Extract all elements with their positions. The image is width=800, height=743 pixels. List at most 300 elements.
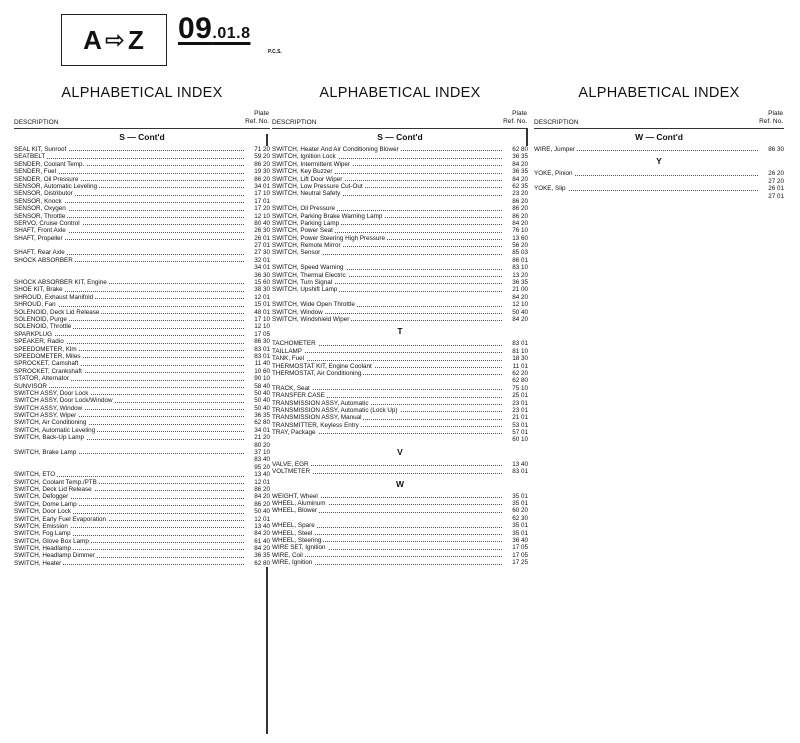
plate-ref-number: 27 30: [254, 249, 270, 257]
index-entry: [14, 383, 270, 390]
index-entry: [272, 468, 528, 475]
index-entry: [14, 412, 270, 419]
section-heading: Y: [656, 156, 662, 167]
plate-ref-number: 62 80: [254, 419, 270, 427]
dot-leader: [272, 352, 502, 353]
entry-description: TRANSMISSION ASSY, Automatic (Lock Up): [272, 406, 398, 414]
plate-ref-number: 12 10: [254, 212, 270, 220]
index-entry: [14, 286, 270, 293]
entry-description: SWITCH, Heater And Air Conditioning Blower: [272, 146, 399, 153]
index-entry: [534, 170, 784, 177]
entry-description: SWITCH, Remote Mirror: [272, 242, 341, 250]
index-entry: [272, 205, 528, 212]
index-entry: [14, 213, 270, 220]
index-entry: [14, 294, 270, 301]
entry-description: SENSOR, Oxygen: [14, 205, 66, 213]
entry-description: SOLENOID, Throttle: [14, 323, 72, 331]
index-entry: [272, 436, 528, 443]
index-entry: [272, 493, 528, 500]
plate-ref-number: 62 80: [512, 146, 528, 153]
plate-ref-number: 12 01: [254, 515, 270, 523]
entry-description: THERMOSTAT KIT, Engine Coolant: [272, 362, 372, 370]
index-entry: [534, 185, 784, 192]
entry-description: SHAFT, Propeller: [14, 234, 63, 242]
plate-ref-number: 83 40: [254, 456, 270, 464]
plate-ref-number: 85 03: [512, 249, 528, 257]
index-entry: [14, 176, 270, 183]
index-entry: [14, 338, 270, 345]
entry-description: SWITCH, Speed Warning: [272, 264, 344, 272]
plate-ref-number: 60 20: [512, 507, 528, 515]
plate-ref-number: 13 40: [254, 471, 270, 479]
entry-description: SWITCH, Lift Door Wiper: [272, 175, 343, 183]
index-entry: [14, 272, 270, 279]
plate-ref-number: 34 01: [254, 426, 270, 434]
index-entry: [14, 146, 270, 153]
plate-ref-number: 84 20: [254, 545, 270, 553]
entry-description: SWITCH ASSY, Door Lock/Window: [14, 397, 113, 405]
entry-description: SWITCH, Power Steering High Pressure: [272, 234, 386, 242]
entry-description: SHAFT, Rear Axle: [14, 249, 65, 257]
index-entry: [272, 530, 528, 537]
plate-ref-number: 27 01: [254, 242, 270, 250]
index-entry: [14, 552, 270, 559]
plate-ref-number: 86 20: [512, 205, 528, 213]
plate-ref-number: 86 30: [768, 146, 784, 153]
entry-description: WHEEL, Blower: [272, 507, 318, 515]
index-column-2: [272, 84, 528, 567]
plate-ref-number: 50 40: [512, 308, 528, 316]
index-entry: [14, 353, 270, 360]
index-entry: [14, 360, 270, 367]
plate-ref-number: 18 30: [512, 355, 528, 363]
entry-description: TANK, Fuel: [272, 355, 305, 363]
plate-ref-number: 13 40: [512, 460, 528, 468]
index-entry: [14, 198, 270, 205]
index-entry: [272, 522, 528, 529]
plate-ref-number: 84 20: [512, 293, 528, 301]
plate-ref-number: 84 20: [254, 530, 270, 538]
column-title: ALPHABETICAL INDEX: [61, 85, 223, 101]
index-entry: [272, 340, 528, 347]
description-label: DESCRIPTION: [534, 119, 579, 126]
entry-description: SWITCH, Fog Lamp: [14, 530, 71, 538]
plate-ref-number: 50 40: [254, 389, 270, 397]
page-header: [0, 0, 800, 90]
section-heading: T: [397, 326, 403, 337]
index-entry: [14, 419, 270, 426]
entry-description: SWITCH, Key Buzzer: [272, 168, 333, 176]
plate-ref-number: 17 25: [512, 559, 528, 567]
plate-ref-number: 27 01: [768, 192, 784, 200]
entry-description: SWITCH, Early Fuel Evaporation: [14, 515, 107, 523]
index-entry: [14, 464, 270, 471]
index-entry: [14, 153, 270, 160]
entry-description: SOLENOID, Deck Lid Release: [14, 308, 100, 316]
plate-ref-number: 36 40: [512, 536, 528, 544]
entry-description: SENDER, Fuel: [14, 168, 56, 176]
entry-description: SWITCH, Dome Lamp: [14, 500, 77, 508]
index-entry: [272, 392, 528, 399]
entry-description: TRANSMISSION ASSY, Manual: [272, 414, 362, 422]
plate-ref-number: 26 20: [768, 170, 784, 178]
page-code-main: 09: [178, 12, 213, 45]
index-entry: [534, 146, 784, 153]
entry-description: SWITCH, Parking Brake Warning Lamp: [272, 212, 383, 220]
plate-ref-number: 13 40: [254, 522, 270, 530]
column-title: ALPHABETICAL INDEX: [578, 85, 740, 101]
entry-description: TRANSFER CASE: [272, 392, 325, 400]
index-entry: [14, 449, 270, 456]
plate-ref-number: 11 01: [512, 362, 528, 370]
plate-ref-number: 23 20: [512, 190, 528, 198]
plate-ref-number: 12 10: [254, 323, 270, 331]
plate-ref-number: 83 01: [512, 468, 528, 476]
plate-ref-number: 50 40: [254, 508, 270, 516]
index-entry: [272, 279, 528, 286]
page-code-sub: P.C.S.: [268, 49, 282, 55]
plate-ref-number: 80 40: [254, 219, 270, 227]
entry-description: SWITCH, Automatic Leveling: [14, 426, 96, 434]
plate-ref-number: 83 01: [512, 340, 528, 348]
column-title: ALPHABETICAL INDEX: [319, 85, 481, 101]
entry-description: SENSOR, Distributor: [14, 190, 73, 198]
plate-ref-number: 62 80: [512, 377, 528, 385]
plate-ref-label: [503, 110, 527, 126]
entry-description: SWITCH, Door Lock: [14, 508, 72, 516]
index-entry: [14, 405, 270, 412]
index-entry: [272, 213, 528, 220]
index-entry: [272, 552, 528, 559]
plate-ref-number: 23 01: [512, 399, 528, 407]
index-entry: [272, 220, 528, 227]
entry-description: SOLENOID, Purge: [14, 315, 67, 323]
index-entry: [272, 370, 528, 377]
plate-label: Plate: [768, 110, 783, 117]
plate-ref-number: 75 10: [512, 384, 528, 392]
entry-description: TRANSMISSION ASSY, Automatic: [272, 399, 369, 407]
entry-description: SWITCH, Upshift Lamp: [272, 286, 338, 294]
plate-ref-number: 84 20: [254, 493, 270, 501]
plate-ref-number: 83 10: [512, 264, 528, 272]
plate-ref-number: 83 01: [254, 345, 270, 353]
entry-description: YOKE, Pinion: [534, 170, 573, 178]
plate-ref-number: 32 01: [254, 256, 270, 264]
entry-description: SHOCK ABSORBER KIT, Engine: [14, 279, 107, 287]
plate-ref-number: 36 35: [512, 168, 528, 176]
description-label: DESCRIPTION: [14, 119, 59, 126]
entry-description: SWITCH, Thermal Electric: [272, 271, 346, 279]
index-entry: [14, 560, 270, 567]
plate-ref-number: 26 01: [254, 234, 270, 242]
index-entry: [272, 429, 528, 436]
plate-ref-number: 37 10: [254, 449, 270, 457]
entry-description: WIRE, Coil: [272, 551, 303, 559]
entry-description: WEIGHT, Wheel: [272, 492, 318, 500]
index-entry: [14, 220, 270, 227]
entry-description: SENDER, Coolant Temp.: [14, 160, 85, 168]
index-entry: [272, 161, 528, 168]
ref-no-label: Ref. No.: [245, 118, 269, 125]
plate-ref-number: 90 10: [254, 375, 270, 383]
index-entry: [14, 257, 270, 264]
column-header: [534, 102, 784, 129]
plate-ref-number: 62 35: [512, 182, 528, 190]
plate-ref-number: 62 80: [254, 559, 270, 567]
entry-description: SENSOR, Throttle: [14, 212, 66, 220]
entry-description: SWITCH, Power Seat: [272, 227, 333, 235]
index-entry: [272, 507, 528, 514]
index-entry: [272, 348, 528, 355]
index-entry: [272, 168, 528, 175]
plate-ref-number: 13 20: [512, 271, 528, 279]
plate-ref-number: 36 35: [254, 552, 270, 560]
entry-description: SWITCH, Window: [272, 308, 323, 316]
entry-description: SWITCH, Oil Pressure: [272, 205, 335, 213]
entry-description: WIRE, Jumper: [534, 146, 575, 153]
index-entry: [272, 385, 528, 392]
plate-ref-number: 35 01: [512, 492, 528, 500]
plate-ref-number: 21 20: [254, 434, 270, 442]
plate-ref-number: 35 01: [512, 500, 528, 508]
entry-description: SWITCH, Deck Lid Release: [14, 485, 92, 493]
plate-ref-label: [759, 110, 783, 126]
a-to-z-logo: [61, 14, 167, 66]
column-header: [14, 102, 270, 129]
index-entry: [272, 272, 528, 279]
entry-description: SPARKPLUG: [14, 330, 53, 338]
entry-description: SWITCH, Emission: [14, 522, 68, 530]
section-heading: S — Cont'd: [119, 132, 165, 142]
entry-description: SWITCH, Headlamp Dimmer: [14, 552, 95, 560]
entry-description: SERVO, Cruise Control: [14, 219, 80, 227]
page-code: [178, 12, 250, 46]
plate-ref-number: 26 01: [768, 185, 784, 193]
plate-ref-number: 86 01: [512, 256, 528, 264]
index-entry: [534, 178, 784, 185]
plate-ref-number: 15 60: [254, 279, 270, 287]
plate-ref-number: 21 01: [512, 414, 528, 422]
index-entry: [14, 316, 270, 323]
entry-description: SPEEDOMETER, Miles: [14, 352, 81, 360]
index-entry: [272, 414, 528, 421]
entry-description: STATOR, Alternator: [14, 375, 69, 383]
plate-ref-number: 36 30: [254, 271, 270, 279]
index-entry: [14, 456, 270, 463]
plate-ref-number: 59 20: [254, 153, 270, 161]
index-entry: [14, 501, 270, 508]
entry-description: SENSOR, Knock: [14, 197, 62, 205]
plate-ref-number: 56 20: [512, 242, 528, 250]
index-entry: [14, 205, 270, 212]
index-entry: [272, 355, 528, 362]
index-entry: [272, 422, 528, 429]
plate-ref-number: 36 35: [512, 279, 528, 287]
entry-description: SPEEDOMETER, Klm: [14, 345, 77, 353]
section-heading: W — Cont'd: [635, 132, 683, 142]
index-entry: [14, 368, 270, 375]
plate-ref-number: 17 10: [254, 190, 270, 198]
entry-description: SWITCH ASSY, Door Lock: [14, 389, 89, 397]
index-entry: [14, 249, 270, 256]
index-entry: [14, 183, 270, 190]
entry-description: SWITCH, ETO: [14, 471, 56, 479]
entry-description: SPROCKET, Camshaft: [14, 360, 79, 368]
entry-description: WHEEL, Aluminum: [272, 500, 326, 508]
index-entry: [14, 242, 270, 249]
entry-description: TAILLAMP: [272, 347, 302, 355]
plate-ref-number: 35 01: [512, 529, 528, 537]
section-heading: S — Cont'd: [377, 132, 423, 142]
plate-ref-number: 84 20: [512, 219, 528, 227]
entry-description: SWITCH, Turn Signal: [272, 279, 333, 287]
plate-ref-number: 12 10: [512, 301, 528, 309]
index-entry: [14, 235, 270, 242]
index-entry: [272, 176, 528, 183]
dot-leader: [272, 360, 502, 361]
index-entry: [272, 294, 528, 301]
entry-description: SWITCH, Brake Lamp: [14, 449, 77, 457]
plate-ref-number: 13 60: [512, 234, 528, 242]
entry-description: SWITCH, Intermittent Wiper: [272, 160, 351, 168]
index-entry: [14, 227, 270, 234]
index-entry: [14, 331, 270, 338]
plate-ref-number: 36 35: [254, 412, 270, 420]
plate-ref-number: 86 20: [254, 485, 270, 493]
entry-description: VOLTMETER: [272, 468, 311, 476]
index-entry: [14, 190, 270, 197]
index-entry: [14, 508, 270, 515]
index-entry: [272, 559, 528, 566]
plate-ref-number: 86 20: [512, 197, 528, 205]
entry-description: SUNVISOR: [14, 382, 47, 390]
index-entry: [272, 286, 528, 293]
plate-ref-number: 27 20: [768, 177, 784, 185]
plate-ref-number: 34 01: [254, 182, 270, 190]
plate-ref-number: 84 20: [512, 160, 528, 168]
entry-description: SWITCH, Low Pressure Cut-Out: [272, 182, 363, 190]
index-entry: [14, 168, 270, 175]
plate-ref-number: 38 30: [254, 286, 270, 294]
entry-description: SWITCH, Windshield Wiper: [272, 315, 350, 323]
plate-ref-number: 12 01: [254, 293, 270, 301]
plate-ref-number: 19 30: [254, 168, 270, 176]
index-entry: [14, 493, 270, 500]
plate-ref-number: 60 10: [512, 436, 528, 444]
page-code-rest: .01.8: [212, 25, 251, 42]
index-entry: [272, 407, 528, 414]
entry-description: SWITCH, Back-Up Lamp: [14, 434, 84, 442]
plate-ref-number: 17 01: [254, 197, 270, 205]
dot-leader: [272, 556, 502, 557]
entry-description: SWITCH ASSY, Window: [14, 404, 83, 412]
plate-ref-number: 95 20: [254, 463, 270, 471]
index-entry: [272, 153, 528, 160]
index-entry: [14, 279, 270, 286]
dot-leader: [534, 190, 758, 191]
plate-ref-number: 83 01: [254, 352, 270, 360]
index-entry: [272, 309, 528, 316]
index-entry: [272, 257, 528, 264]
entry-list: [534, 129, 784, 200]
entry-description: WHEEL, Steering: [272, 536, 322, 544]
entry-description: SPROCKET, Crankshaft: [14, 367, 82, 375]
index-entry: [14, 471, 270, 478]
plate-ref-number: 57 01: [512, 429, 528, 437]
entry-description: SEATBELT: [14, 153, 46, 161]
index-entry: [272, 235, 528, 242]
plate-ref-number: 86 20: [512, 212, 528, 220]
entry-description: SWITCH, Air Conditioning: [14, 419, 87, 427]
entry-description: SHAFT, Front Axle: [14, 227, 66, 235]
entry-description: SWITCH, Glove Box Lamp: [14, 537, 89, 545]
plate-ref-number: 48 01: [254, 308, 270, 316]
entry-description: TRANSMITTER, Keyless Entry: [272, 421, 359, 429]
plate-ref-number: 23 01: [512, 406, 528, 414]
entry-description: SWITCH, Ignition Lock: [272, 153, 336, 161]
index-entry: [14, 530, 270, 537]
plate-ref-number: 62 30: [512, 514, 528, 522]
entry-description: SWITCH, Neutral Safety: [272, 190, 341, 198]
plate-ref-number: 17 10: [254, 315, 270, 323]
entry-description: SWITCH, Sensor: [272, 249, 321, 257]
plate-ref-number: 81 10: [512, 347, 528, 355]
entry-description: WHEEL, Steel: [272, 529, 313, 537]
entry-description: TRACK, Seat: [272, 384, 310, 392]
entry-description: WIRE SET, Ignition: [272, 544, 326, 552]
entry-description: SWITCH, Heater: [14, 559, 62, 567]
plate-ref-number: 36 35: [512, 153, 528, 161]
index-entry: [272, 183, 528, 190]
entry-description: SENSOR, Automatic Leveling: [14, 182, 97, 190]
entry-description: SWITCH, Headlamp: [14, 545, 72, 553]
entry-description: SHOCK ABSORBER: [14, 256, 73, 264]
entry-list: [14, 129, 270, 567]
index-entry: [14, 301, 270, 308]
entry-description: YOKE, Slip: [534, 185, 566, 193]
index-entry: [14, 161, 270, 168]
entry-description: THERMOSTAT, Air Conditioning: [272, 369, 362, 377]
plate-ref-number: 17 05: [254, 330, 270, 338]
index-entry: [272, 264, 528, 271]
column-header: [272, 102, 528, 129]
entry-description: SPEAKER, Radio: [14, 338, 64, 346]
plate-ref-number: 35 01: [512, 522, 528, 530]
plate-ref-number: 21 00: [512, 286, 528, 294]
plate-ref-number: 62 20: [512, 369, 528, 377]
index-entry: [14, 323, 270, 330]
arrow-right-icon: ⇨: [104, 26, 126, 54]
index-entry: [14, 264, 270, 271]
plate-ref-number: 11 40: [254, 360, 270, 368]
logo-letter-z: Z: [128, 24, 145, 55]
plate-ref-number: 84 20: [512, 315, 528, 323]
entry-description: SHROUD, Exhaust Manifold: [14, 293, 94, 301]
plate-ref-label: [245, 110, 269, 126]
plate-ref-number: 25 01: [512, 392, 528, 400]
index-entry: [272, 242, 528, 249]
index-entry: [14, 516, 270, 523]
plate-ref-number: 80 20: [254, 441, 270, 449]
entry-description: VALVE, EGR: [272, 460, 309, 468]
plate-ref-number: 17 20: [254, 205, 270, 213]
index-entry: [272, 377, 528, 384]
section-heading: W: [395, 478, 405, 489]
index-entry: [14, 434, 270, 441]
index-entry: [14, 486, 270, 493]
logo-letter-a: A: [83, 24, 103, 55]
entry-description: TACHOMETER: [272, 340, 316, 348]
